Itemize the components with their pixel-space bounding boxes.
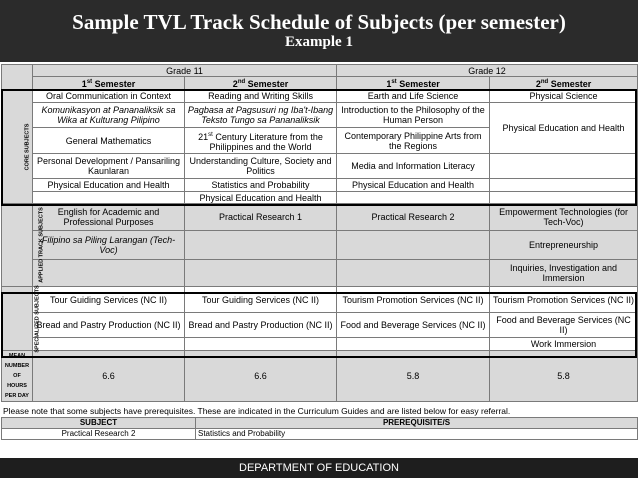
- specialized-subjects-label: SPECIALIZED SUBJECTS: [2, 287, 33, 351]
- table-cell: Understanding Culture, Society and Politics: [185, 154, 337, 179]
- table-cell: [337, 231, 490, 260]
- table-cell: Physical Education and Health: [337, 179, 490, 192]
- semester-header-row: [2, 77, 638, 90]
- table-row: [2, 338, 638, 351]
- table-row: [2, 260, 638, 287]
- table-row: [2, 231, 638, 260]
- table-cell: Personal Development / Pansariling Kaunlaran: [33, 154, 185, 179]
- core-subjects-label: CORE SUBJECTS: [2, 90, 33, 204]
- mean-hours-value: 5.8: [490, 351, 638, 402]
- table-cell: [337, 192, 490, 204]
- prerequisite-header-row: [2, 418, 638, 429]
- table-cell: Tour Guiding Services (NC II): [33, 287, 185, 313]
- table-cell: [33, 192, 185, 204]
- semester-header: 2nd Semester: [185, 77, 337, 90]
- table-row: [2, 287, 638, 313]
- semester-header: 1st Semester: [33, 77, 185, 90]
- prerequisite-table: [1, 417, 638, 440]
- table-cell: Inquiries, Investigation and Immersion: [490, 260, 638, 287]
- subject-header: SUBJECT: [2, 418, 196, 429]
- table-cell: Statistics and Probability: [185, 179, 337, 192]
- semester-header: 1st Semester: [337, 77, 490, 90]
- table-cell: Tour Guiding Services (NC II): [185, 287, 337, 313]
- table-cell: [185, 260, 337, 287]
- table-cell: 21st Century Literature from the Philippines and the World: [185, 128, 337, 154]
- table-cell: Media and Information Literacy: [337, 154, 490, 179]
- corner-cell: [2, 65, 33, 90]
- table-cell: [490, 154, 638, 179]
- table-cell: [337, 338, 490, 351]
- slide-header: [0, 0, 638, 62]
- table-cell: Earth and Life Science: [337, 90, 490, 103]
- table-cell: Introduction to the Philosophy of the Human Person: [337, 103, 490, 128]
- table-cell: Statistics and Probability: [196, 429, 638, 440]
- table-cell: Physical Education and Health: [33, 179, 185, 192]
- prerequisite-header: PREREQUISITE/S: [196, 418, 638, 429]
- schedule-table: [1, 64, 638, 402]
- table-cell: General Mathematics: [33, 128, 185, 154]
- table-cell: [337, 260, 490, 287]
- table-cell: [490, 192, 638, 204]
- mean-hours-value: 5.8: [337, 351, 490, 402]
- grade-12-header: Grade 12: [337, 65, 638, 77]
- table-row: [2, 313, 638, 338]
- table-cell: [490, 179, 638, 192]
- table-cell: Entrepreneurship: [490, 231, 638, 260]
- table-cell: Bread and Pastry Production (NC II): [33, 313, 185, 338]
- table-cell: Food and Beverage Services (NC II): [337, 313, 490, 338]
- table-row: [2, 154, 638, 179]
- slide-footer: [0, 458, 638, 478]
- table-cell: English for Academic and Professional Purposes: [33, 204, 185, 231]
- table-cell: Tourism Promotion Services (NC II): [490, 287, 638, 313]
- table-row: [2, 103, 638, 128]
- table-row: [2, 179, 638, 192]
- table-cell: Practical Research 2: [2, 429, 196, 440]
- table-cell: Physical Education and Health: [185, 192, 337, 204]
- table-cell: Food and Beverage Services (NC II): [490, 313, 638, 338]
- table-cell: [185, 231, 337, 260]
- prerequisite-note: Please note that some subjects have prerequisites. These are indicated in the Curriculum Guides and are listed below for easy referral.: [3, 406, 511, 416]
- footer-text: DEPARTMENT OF EDUCATION: [239, 462, 399, 474]
- table-row: [2, 90, 638, 103]
- table-cell: Oral Communication in Context: [33, 90, 185, 103]
- table-cell: Komunikasyon at Pananaliksik sa Wika at Kulturang Pilipino: [33, 103, 185, 128]
- table-cell: Work Immersion: [490, 338, 638, 351]
- table-cell: Practical Research 1: [185, 204, 337, 231]
- table-cell: [33, 260, 185, 287]
- slide-body: [0, 62, 638, 458]
- table-row: [2, 192, 638, 204]
- table-cell: Empowerment Technologies (for Tech-Voc): [490, 204, 638, 231]
- slide-subtitle: Example 1: [285, 34, 353, 50]
- slide-title: Sample TVL Track Schedule of Subjects (per semester): [72, 10, 566, 34]
- table-cell: Pagbasa at Pagsusuri ng Iba't-Ibang Teksto Tungo sa Pananaliksik: [185, 103, 337, 128]
- table-cell: [33, 338, 185, 351]
- table-cell: [185, 338, 337, 351]
- table-cell: Physical Science: [490, 90, 638, 103]
- mean-hours-row: [2, 351, 638, 402]
- mean-hours-value: 6.6: [185, 351, 337, 402]
- table-row: [2, 204, 638, 231]
- mean-hours-value: 6.6: [33, 351, 185, 402]
- table-cell: Physical Education and Health: [490, 103, 638, 154]
- table-cell: Practical Research 2: [337, 204, 490, 231]
- table-cell: Tourism Promotion Services (NC II): [337, 287, 490, 313]
- table-row: [2, 429, 638, 440]
- semester-header: 2nd Semester: [490, 77, 638, 90]
- applied-track-label: APPLIED TRACK SUBJECTS: [2, 204, 33, 287]
- table-cell: Bread and Pastry Production (NC II): [185, 313, 337, 338]
- mean-hours-label: MEAN NUMBER OF HOURS PER DAY: [2, 351, 33, 402]
- grade-header-row: [2, 65, 638, 77]
- table-cell: Contemporary Philippine Arts from the Regions: [337, 128, 490, 154]
- grade-11-header: Grade 11: [33, 65, 337, 77]
- table-cell: Filipino sa Piling Larangan (Tech-Voc): [33, 231, 185, 260]
- table-cell: Reading and Writing Skills: [185, 90, 337, 103]
